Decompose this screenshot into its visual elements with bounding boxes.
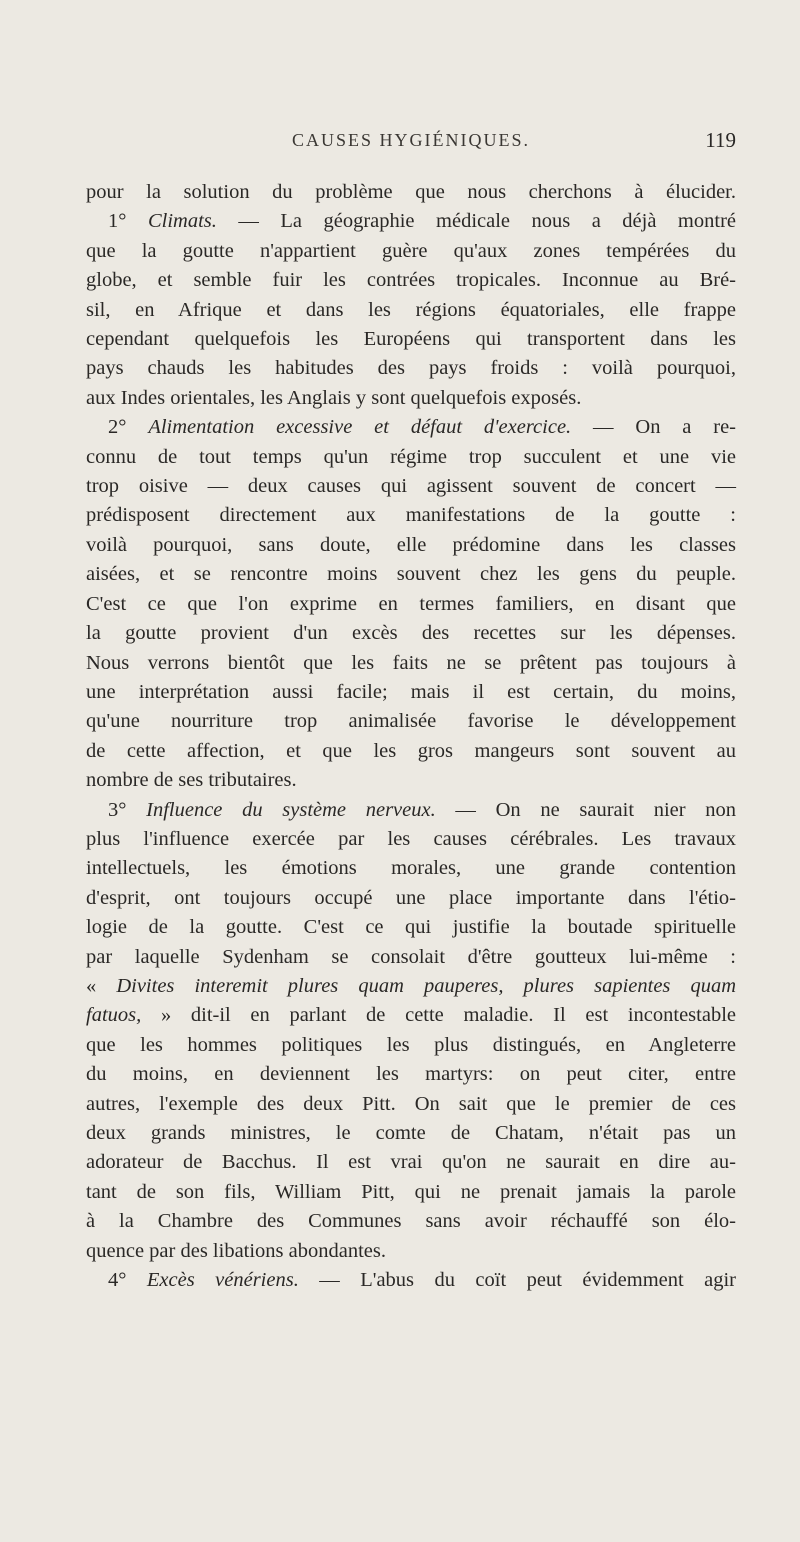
text-segment: quence par des libations abondantes. [86, 1239, 387, 1262]
text-segment: cependant quelquefois les Européens qui transportent dans les [86, 328, 736, 351]
text-segment: qu'une nourriture trop animalisée favorise le développement [86, 710, 736, 733]
text-segment: — L'abus du coït peut évidemment agir [298, 1269, 737, 1292]
text-line [86, 178, 736, 207]
text-line [86, 1148, 736, 1177]
text-segment: prédisposent directement aux manifestations de la goutte : [86, 504, 736, 527]
text-line [86, 913, 736, 942]
body-text [86, 178, 736, 1295]
text-line [86, 501, 736, 530]
text-line [86, 472, 736, 501]
text-line [86, 443, 736, 472]
text-line [86, 266, 736, 295]
text-segment: — On a re- [571, 416, 737, 439]
running-head [86, 130, 736, 178]
italic-text: fatuos, [86, 1004, 142, 1027]
text-segment: 3° [108, 798, 147, 821]
text-segment: connu de tout temps qu'un régime trop succulent et une vie [86, 445, 736, 468]
text-segment: que la goutte n'appartient guère qu'aux zones tempérées du [86, 239, 736, 262]
text-segment: la goutte provient d'un excès des recettes sur les dépenses. [86, 622, 736, 645]
text-line [86, 1060, 736, 1089]
text-line [86, 1178, 736, 1207]
text-line [86, 325, 736, 354]
text-line [86, 678, 736, 707]
page-number: 119 [705, 128, 736, 152]
text-segment: » dit-il en parlant de cette maladie. Il est incontestable [141, 1004, 736, 1027]
text-segment: à la Chambre des Communes sans avoir réchauffé son élo- [86, 1210, 736, 1233]
text-segment: intellectuels, les émotions morales, une grande contention [86, 857, 736, 880]
text-segment: que les hommes politiques les plus distingués, en Angleterre [86, 1033, 736, 1056]
text-line [86, 707, 736, 736]
text-segment: — On ne saurait nier non [435, 798, 737, 821]
text-segment: aisées, et se rencontre moins souvent chez les gens du peuple. [86, 563, 736, 586]
text-line [86, 766, 736, 795]
text-segment: — La géographie médicale nous a déjà montré [216, 210, 737, 233]
text-line [86, 296, 736, 325]
text-line [86, 237, 736, 266]
text-line [86, 1090, 736, 1119]
text-line [86, 737, 736, 766]
running-title: CAUSES HYGIÉNIQUES. [291, 130, 530, 150]
text-line [86, 1119, 736, 1148]
text-segment: logie de la goutte. C'est ce qui justifie la boutade spirituelle [86, 916, 736, 939]
text-segment: du moins, en deviennent les martyrs: on peut citer, entre [86, 1063, 736, 1086]
text-segment: trop oisive — deux causes qui agissent souvent de concert — [86, 475, 736, 498]
text-segment: « [86, 974, 117, 997]
text-segment: 2° [108, 416, 149, 439]
text-line [86, 884, 736, 913]
text-segment: autres, l'exemple des deux Pitt. On sait que le premier de ces [86, 1092, 736, 1115]
text-segment: nombre de ses tributaires. [86, 769, 297, 792]
text-segment: plus l'influence exercée par les causes cérébrales. Les travaux [86, 827, 736, 850]
text-line [86, 1237, 736, 1266]
text-line [86, 825, 736, 854]
text-segment: une interprétation aussi facile; mais il est certain, du moins, [86, 680, 736, 703]
text-line [86, 1001, 736, 1030]
italic-text: Influence du système nerveux. [146, 798, 436, 821]
text-line [86, 649, 736, 678]
text-line [86, 943, 736, 972]
text-line [86, 1207, 736, 1236]
text-segment: globe, et semble fuir les contrées tropicales. Inconnue au Bré- [86, 269, 736, 292]
text-segment: pour la solution du problème que nous cherchons à élucider. [86, 181, 736, 203]
text-segment: aux Indes orientales, les Anglais y sont quelquefois exposés. [86, 386, 582, 409]
italic-text: Excès vénériens. [146, 1269, 299, 1292]
text-segment: pays chauds les habitudes des pays froids : voilà pourquoi, [86, 357, 736, 380]
text-segment: de cette affection, et que les gros mangeurs sont souvent au [86, 739, 736, 762]
text-segment: 4° [108, 1269, 147, 1292]
text-segment: Nous verrons bientôt que les faits ne se prêtent pas toujours à [86, 651, 736, 674]
text-line [86, 619, 736, 648]
italic-text: Divites interemit plures quam pauperes, plures sapientes quam [116, 974, 737, 997]
book-page [0, 130, 800, 1542]
italic-text: Climats. [147, 210, 217, 233]
text-line [86, 796, 736, 825]
text-segment: voilà pourquoi, sans doute, elle prédomine dans les classes [86, 533, 736, 556]
text-segment: par laquelle Sydenham se consolait d'être goutteux lui-même : [86, 945, 736, 968]
text-segment: sil, en Afrique et dans les régions équatoriales, elle frappe [86, 298, 736, 321]
text-line [86, 1031, 736, 1060]
text-segment: adorateur de Bacchus. Il est vrai qu'on ne saurait en dire au- [86, 1151, 736, 1174]
text-line [86, 413, 736, 442]
italic-text: Alimentation excessive et défaut d'exercice. [148, 416, 572, 439]
text-line [86, 207, 736, 236]
text-line [86, 854, 736, 883]
text-line [86, 531, 736, 560]
text-segment: d'esprit, ont toujours occupé une place importante dans l'étio- [86, 886, 736, 909]
text-line [86, 384, 736, 413]
text-segment: 1° [108, 210, 148, 233]
text-line [86, 590, 736, 619]
text-segment: C'est ce que l'on exprime en termes familiers, en disant que [86, 592, 736, 615]
text-segment: tant de son fils, William Pitt, qui ne prenait jamais la parole [86, 1180, 736, 1203]
text-line [86, 972, 736, 1001]
text-line [86, 560, 736, 589]
text-line [86, 1266, 736, 1295]
text-line [86, 354, 736, 383]
text-segment: deux grands ministres, le comte de Chatam, n'était pas un [86, 1122, 736, 1144]
